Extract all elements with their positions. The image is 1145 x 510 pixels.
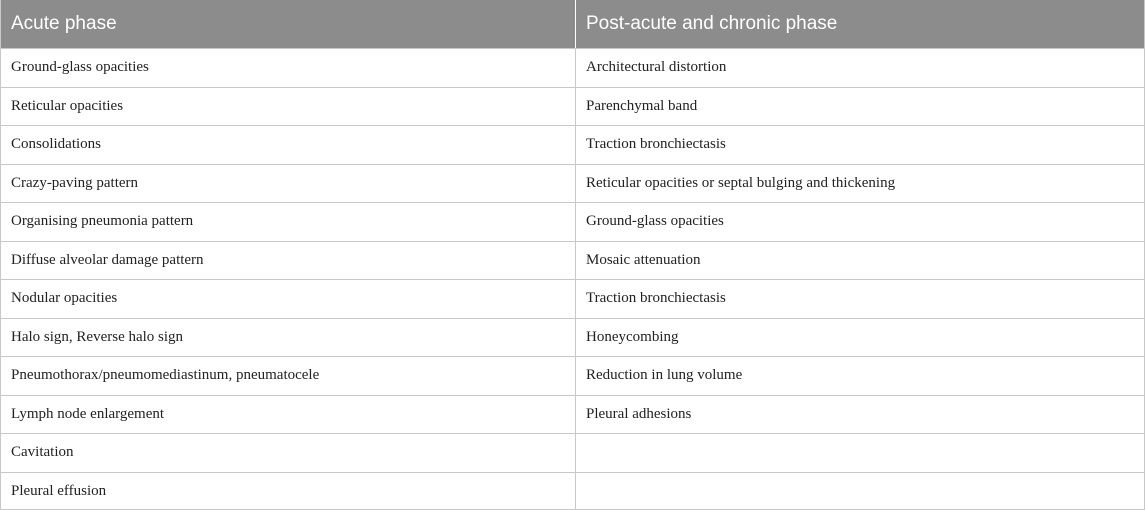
- chronic-cell: Mosaic attenuation: [575, 242, 1144, 280]
- acute-cell: Consolidations: [11, 136, 102, 152]
- acute-cell: Diffuse alveolar damage pattern: [11, 251, 204, 268]
- acute-cell: Organising pneumonia pattern: [11, 213, 194, 229]
- acute-cell: Halo sign, Reverse halo sign: [11, 328, 184, 345]
- chronic-cell: Pleural adhesions: [575, 396, 1144, 434]
- acute-cell: Ground-glass opacities: [11, 59, 149, 75]
- acute-cell: Pleural effusion: [11, 482, 107, 499]
- table-row: [1, 395, 1144, 434]
- chronic-cell: Traction bronchiectasis: [575, 126, 1144, 164]
- chronic-cell: Reticular opacities or septal bulging and thickening: [575, 165, 1144, 203]
- acute-cell: Reticular opacities: [11, 97, 124, 114]
- chronic-cell: [575, 434, 1144, 472]
- table-row: [1, 356, 1144, 395]
- chronic-cell: Architectural distortion: [575, 49, 1144, 87]
- table-row: [1, 279, 1144, 318]
- acute-cell: Pneumothorax/pneumomediastinum, pneumatocele: [11, 367, 320, 383]
- chronic-cell: Reduction in lung volume: [575, 357, 1144, 395]
- chronic-cell: [575, 473, 1144, 510]
- table-row: [1, 164, 1144, 203]
- table-row: [1, 48, 1144, 87]
- chronic-cell: Parenchymal band: [575, 88, 1144, 126]
- acute-cell: Crazy-paving pattern: [11, 174, 139, 191]
- table-row: [1, 202, 1144, 241]
- table-row: [1, 472, 1144, 510]
- table-header: [1, 0, 1144, 48]
- table-row: [1, 433, 1144, 472]
- chronic-cell: Traction bronchiectasis: [575, 280, 1144, 318]
- header-post-acute-chronic-phase: Post-acute and chronic phase: [575, 0, 1144, 48]
- acute-cell: Lymph node enlargement: [11, 405, 165, 422]
- table-row: [1, 318, 1144, 357]
- chronic-cell: Ground-glass opacities: [575, 203, 1144, 241]
- table-row: [1, 241, 1144, 280]
- chronic-cell: Honeycombing: [575, 319, 1144, 357]
- acute-cell: Nodular opacities: [11, 290, 118, 306]
- table-row: [1, 125, 1144, 164]
- table-row: [1, 87, 1144, 126]
- header-acute-phase: Acute phase: [11, 13, 117, 34]
- acute-cell: Cavitation: [11, 444, 74, 460]
